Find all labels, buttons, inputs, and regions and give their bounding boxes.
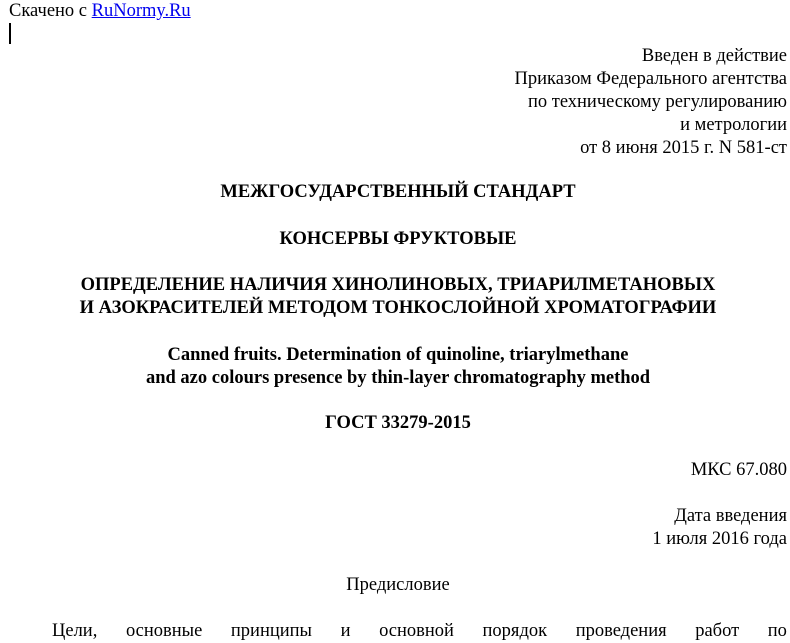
approval-block [515, 45, 788, 160]
foreword-heading: Предисловие [346, 575, 450, 595]
standard-english-title [0, 344, 790, 390]
word: принципы [230, 621, 312, 641]
standard-title: КОНСЕРВЫ ФРУКТОВЫЕ [279, 229, 517, 249]
approval-line: Введен в действие [641, 46, 787, 66]
foreword-first-line [52, 620, 787, 643]
approval-line: от 8 июня 2015 г. N 581-ст [580, 138, 787, 158]
standard-code: ГОСТ 33279-2015 [325, 413, 471, 433]
word: проведения [575, 621, 667, 641]
subtitle-line: ОПРЕДЕЛЕНИЕ НАЛИЧИЯ ХИНОЛИНОВЫХ, ТРИАРИЛМЕТАНОВЫХ [80, 275, 716, 295]
intro-label: Дата введения [674, 506, 787, 526]
approval-line: и метрологии [680, 115, 787, 135]
intro-date: 1 июля 2016 года [652, 529, 787, 549]
approval-line: по техническому регулированию [527, 92, 787, 112]
approval-line: Приказом Федерального агентства [514, 69, 787, 89]
mks-code: МКС 67.080 [690, 460, 787, 480]
subtitle-line: И АЗОКРАСИТЕЛЕЙ МЕТОДОМ ТОНКОСЛОЙНОЙ ХРОМАТОГРАФИИ [79, 298, 717, 318]
word: порядок [482, 621, 548, 641]
english-title-line: Canned fruits. Determination of quinoline, triarylmethane [167, 345, 629, 365]
text-cursor [9, 23, 11, 44]
word: и [340, 621, 351, 641]
source-prefix: Скачено с [9, 1, 92, 21]
standard-kind: МЕЖГОСУДАРСТВЕННЫЙ СТАНДАРТ [220, 182, 576, 202]
word: Цели, [52, 621, 98, 641]
word: основной [379, 621, 454, 641]
source-link[interactable]: RuNormy.Ru [91, 1, 191, 21]
word: основные [125, 621, 203, 641]
english-title-line: and azo colours presence by thin-layer chromatography method [145, 368, 651, 388]
standard-subtitle [0, 274, 790, 320]
source-line [9, 0, 191, 23]
word: по [767, 621, 787, 641]
word: работ [695, 621, 740, 641]
